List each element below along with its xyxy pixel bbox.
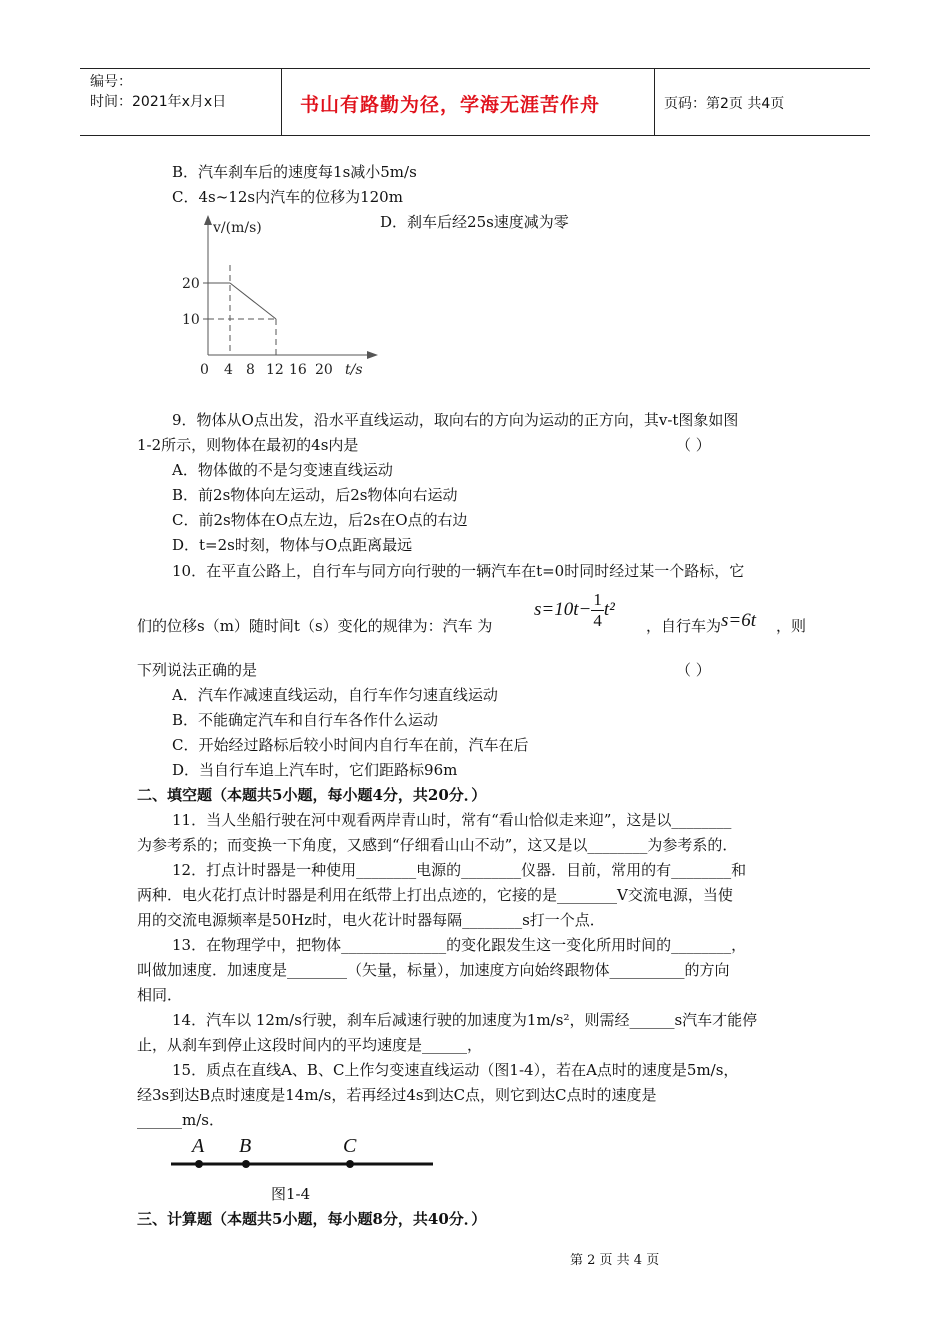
point-c-dot bbox=[346, 1160, 354, 1168]
q11-stem-cont: 为参考系的；而变换一下角度，又感到“仔细看山山不动”，这又是以________为参考系的． bbox=[137, 836, 738, 854]
page-footer: 第 2 页 共 4 页 bbox=[570, 1253, 660, 1268]
y-tick-label: 20 bbox=[182, 276, 200, 292]
motto: 书山有路勤为径，学海无涯苦作舟 bbox=[300, 94, 601, 116]
q8-option-b: B．汽车刹车后的速度每1s减小5m/s bbox=[172, 163, 417, 181]
q9-stem-cont: 1-2所示，则物体在最初的4s内是 bbox=[137, 436, 359, 454]
code-label: 编号： bbox=[90, 74, 132, 90]
q13-stem: 13．在物理学中，把物体______________的变化跟发生这一变化所用时间的________， bbox=[172, 936, 747, 954]
x-tick-label: 16 bbox=[289, 362, 307, 378]
q9-option-b: B．前2s物体向左运动，后2s物体向右运动 bbox=[172, 486, 458, 504]
q10-stem: 10．在平直公路上，自行车与同方向行驶的一辆汽车在t=0时同时经过某一个路标，它 bbox=[172, 562, 745, 580]
x-axis-label: t/s bbox=[345, 362, 363, 378]
q11-stem: 11．当人坐船行驶在河中观看两岸青山时，常有“看山恰似走来迎”，这是以________ bbox=[172, 811, 732, 829]
q10-stem-mid: ，自行车为 bbox=[646, 617, 722, 635]
car-eq-fraction bbox=[591, 590, 604, 631]
x-tick-label: 20 bbox=[315, 362, 333, 378]
y-tick-label: 10 bbox=[182, 312, 200, 328]
q10-stem-cont: 们的位移s（m）随时间t（s）变化的规律为：汽车 为 bbox=[137, 617, 493, 635]
x-tick-label: 12 bbox=[266, 362, 284, 378]
q14-stem: 14．汽车以 12m/s行驶，刹车后减速行驶的加速度为1m/s²，则需经______s汽车才能停 bbox=[172, 1011, 758, 1029]
q10-answer-paren: （ ） bbox=[676, 661, 711, 679]
date-label: 时间：2021年x月x日 bbox=[90, 94, 227, 110]
figure-caption: 图1-4 bbox=[271, 1185, 311, 1203]
q12-stem-cont2: 用的交流电源频率是50Hz时，电火花计时器每隔________s打一个点． bbox=[137, 911, 605, 929]
header-meta bbox=[90, 72, 226, 112]
figure-1-4 bbox=[165, 1130, 445, 1180]
q8-option-d: D．刹车后经25s速度减为零 bbox=[380, 213, 569, 231]
x-axis-arrow bbox=[367, 351, 378, 359]
fraction-denominator: 4 bbox=[593, 611, 602, 630]
section-3-heading: 三、计算题（本题共5小题，每小题8分，共40分．） bbox=[137, 1210, 487, 1228]
q13-stem-cont: 叫做加速度．加速度是________（矢量，标量），加速度方向始终跟物体__________的方向 bbox=[137, 961, 730, 979]
point-a-dot bbox=[195, 1160, 203, 1168]
point-c-label: C bbox=[343, 1135, 357, 1157]
q10-option-d: D．当自行车追上汽车时，它们距路标96m bbox=[172, 761, 458, 779]
point-a-label: A bbox=[192, 1135, 205, 1157]
q15-stem-cont2: ______m/s． bbox=[137, 1111, 224, 1129]
section-2-heading: 二、填空题（本题共5小题，每小题4分，共20分．） bbox=[137, 786, 487, 804]
car-eq-prefix: s=10t− bbox=[534, 598, 592, 620]
q10-stem-cont2: 下列说法正确的是 bbox=[137, 661, 258, 679]
bike-equation: s=6t bbox=[721, 610, 756, 631]
q12-stem-cont: 两种．电火花打点计时器是利用在纸带上打出点迹的，它接的是________V交流电源，当使 bbox=[137, 886, 733, 904]
header-top-rule bbox=[80, 68, 870, 69]
header-bottom-rule bbox=[80, 135, 870, 136]
car-equation bbox=[534, 590, 615, 631]
x-tick-label: 4 bbox=[224, 362, 233, 378]
x-tick-label: 0 bbox=[200, 362, 209, 378]
q10-option-a: A．汽车作减速直线运动，自行车作匀速直线运动 bbox=[172, 686, 498, 704]
point-b-label: B bbox=[239, 1135, 252, 1157]
point-b-dot bbox=[242, 1160, 250, 1168]
q15-stem: 15．质点在直线A、B、C上作匀变速直线运动（图1-4），若在A点时的速度是5m/s， bbox=[172, 1061, 739, 1079]
car-eq-suffix: t² bbox=[603, 598, 615, 620]
q14-stem-cont: 止，从刹车到停止这段时间内的平均速度是______， bbox=[137, 1036, 483, 1054]
page-label: 页码：第2页 共4页 bbox=[664, 96, 785, 112]
q13-stem-cont2: 相同． bbox=[137, 986, 183, 1004]
q10-option-b: B．不能确定汽车和自行车各作什么运动 bbox=[172, 711, 439, 729]
q9-option-c: C．前2s物体在O点左边，后2s在O点的右边 bbox=[172, 511, 468, 529]
q9-option-a: A．物体做的不是匀变速直线运动 bbox=[172, 461, 393, 479]
q9-option-d: D．t=2s时刻，物体与O点距离最远 bbox=[172, 536, 413, 554]
q9-stem: 9．物体从O点出发，沿水平直线运动，取向右的方向为运动的正方向，其v-t图象如图 bbox=[172, 411, 739, 429]
header-divider bbox=[654, 68, 655, 136]
q10-stem-end: ，则 bbox=[776, 617, 807, 635]
velocity-segment bbox=[230, 283, 276, 319]
y-axis-arrow bbox=[204, 215, 212, 225]
fraction-numerator: 1 bbox=[593, 590, 602, 609]
header-divider bbox=[281, 68, 282, 136]
q12-stem: 12．打点计时器是一种使用________电源的________仪器．目前，常用的有________和 bbox=[172, 861, 747, 879]
q8-option-c: C．4s~12s内汽车的位移为120m bbox=[172, 188, 403, 206]
q9-answer-paren: （ ） bbox=[676, 436, 711, 454]
x-tick-label: 8 bbox=[246, 362, 255, 378]
q15-stem-cont: 经3s到达B点时速度是14m/s，若再经过4s到达C点，则它到达C点时的速度是 bbox=[137, 1086, 657, 1104]
q10-option-c: C．开始经过路标后较小时间内自行车在前，汽车在后 bbox=[172, 736, 529, 754]
vt-graph bbox=[175, 210, 385, 385]
y-axis-label: v/(m/s) bbox=[213, 220, 262, 236]
